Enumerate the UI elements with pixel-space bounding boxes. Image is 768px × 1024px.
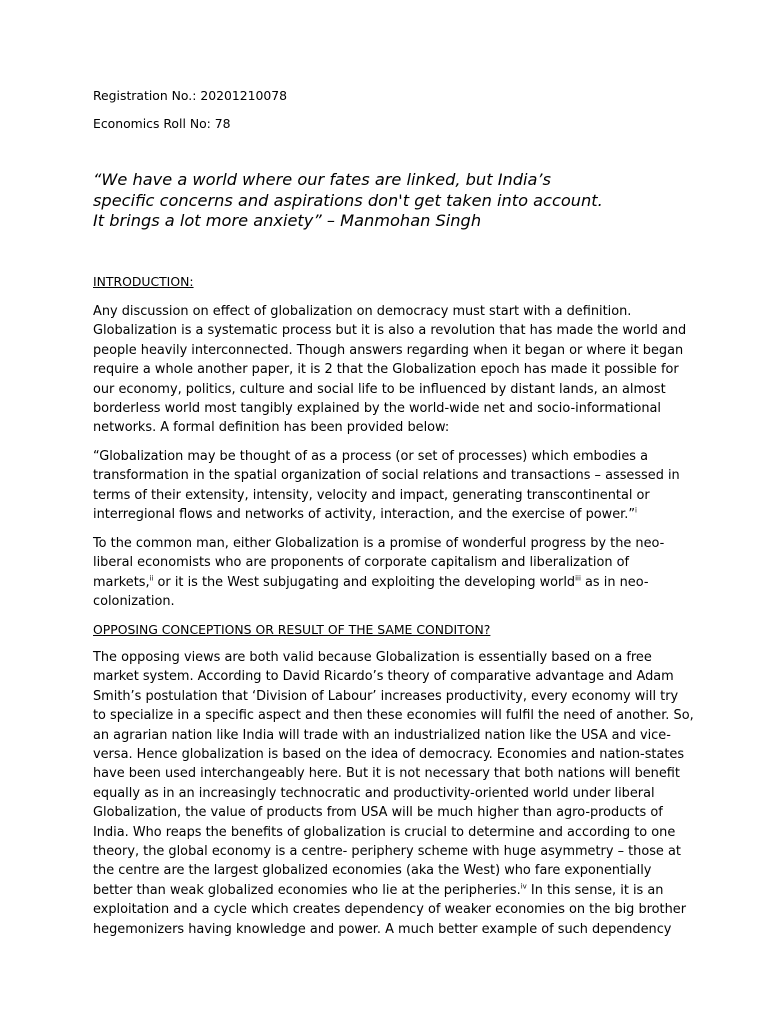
text-line: have been used interchangeably here. But it is not necessary that both nations will benefit	[93, 766, 680, 782]
endnote-marker[interactable]: i	[635, 506, 637, 515]
text-line	[93, 881, 694, 900]
roll-number: Economics Roll No: 78	[93, 116, 231, 131]
text-line: Any discussion on effect of globalization on democracy must start with a definition.	[93, 304, 632, 319]
text-line: The opposing views are both valid because Globalization is essentially based on a free	[93, 650, 652, 665]
text-line: market system. According to David Ricardo’s theory of comparative advantage and Adam	[93, 669, 674, 685]
epigraph-quote	[93, 170, 693, 232]
text-fragment: as in neo-	[580, 574, 649, 590]
text-line: people heavily interconnected. Though answers regarding when it began or where it began	[93, 342, 684, 358]
text-line: hegemonizers having knowledge and power. A much better example of such dependency	[93, 921, 672, 937]
text-line	[93, 573, 664, 592]
text-line: colonization.	[93, 594, 175, 610]
paragraph-definition-intro	[93, 302, 686, 438]
paragraph-opposing-views	[93, 648, 694, 939]
text-line: networks. A formal definition has been provided below:	[93, 420, 450, 436]
text-line: borderless world most tangibly explained by the world-wide net and socio-informational	[93, 401, 662, 417]
text-line: exploitation and a cycle which creates dependency of weaker economies on the big brother	[93, 902, 687, 918]
text-line	[93, 505, 680, 524]
text-line: to specialize in a specific aspect and then these economies will fulfil the need of another. So,	[93, 708, 694, 724]
text-line: Globalization is a systematic process but it is also a revolution that has made the world and	[93, 323, 687, 339]
text-line: the centre are the largest globalized economies (aka the West) who fare exponentially	[93, 863, 652, 879]
text-line: India. Who reaps the benefits of globalization is crucial to determine and according to one	[93, 824, 676, 840]
quote-line: It brings a lot more anxiety” – Manmohan Singh	[93, 211, 482, 230]
quote-line: specific concerns and aspirations don't get taken into account.	[93, 190, 603, 210]
text-line: versa. Hence globalization is based on the idea of democracy. Economies and nation-states	[93, 747, 685, 763]
text-fragment: In this sense, it is an	[526, 882, 664, 898]
text-fragment: interregional flows and networks of activity, interaction, and the exercise of power.”	[93, 507, 636, 523]
quote-line: “We have a world where our fates are linked, but India’s	[93, 170, 551, 189]
section-heading-introduction: INTRODUCTION:	[93, 274, 194, 289]
text-line: an agrarian nation like India will trade with an industrialized nation like the USA and vice-	[93, 727, 671, 743]
text-line: terms of their extensity, intensity, velocity and impact, generating transcontinental or	[93, 487, 650, 503]
text-line: liberal economists who are proponents of corporate capitalism and liberalization of	[93, 555, 630, 571]
text-line: our economy, politics, culture and social life to be influenced by distant lands, an almost	[93, 381, 666, 397]
text-fragment: markets,	[93, 574, 150, 590]
text-fragment: better than weak globalized economies who lie at the peripheries.	[93, 882, 521, 898]
text-line: Smith’s postulation that ‘Division of Labour’ increases productivity, every economy will try	[93, 688, 679, 704]
text-line: Globalization, the value of products from USA will be much higher than agro-products of	[93, 805, 663, 821]
text-line: equally as in an increasingly technocratic and productivity-oriented world under liberal	[93, 785, 655, 801]
text-line: require a whole another paper, it is 2 that the Globalization epoch has made it possible for	[93, 362, 679, 378]
endnote-marker[interactable]: ii	[149, 574, 154, 583]
paragraph-common-man	[93, 534, 664, 612]
text-fragment: or it is the West subjugating and exploiting the developing world	[153, 574, 576, 590]
text-line: theory, the global economy is a centre- periphery scheme with huge asymmetry – those at	[93, 844, 681, 860]
endnote-marker[interactable]: iv	[520, 882, 527, 891]
registration-number: Registration No.: 20201210078	[93, 88, 288, 103]
text-line: To the common man, either Globalization is a promise of wonderful progress by the neo-	[93, 536, 665, 551]
text-line: transformation in the spatial organization of social relations and transactions – assessed in	[93, 468, 680, 484]
paragraph-formal-definition	[93, 447, 680, 525]
text-line: “Globalization may be thought of as a process (or set of processes) which embodies a	[93, 449, 648, 464]
section-heading-opposing: OPPOSING CONCEPTIONS OR RESULT OF THE SAME CONDITON?	[93, 622, 491, 637]
endnote-marker[interactable]: iii	[575, 574, 581, 583]
